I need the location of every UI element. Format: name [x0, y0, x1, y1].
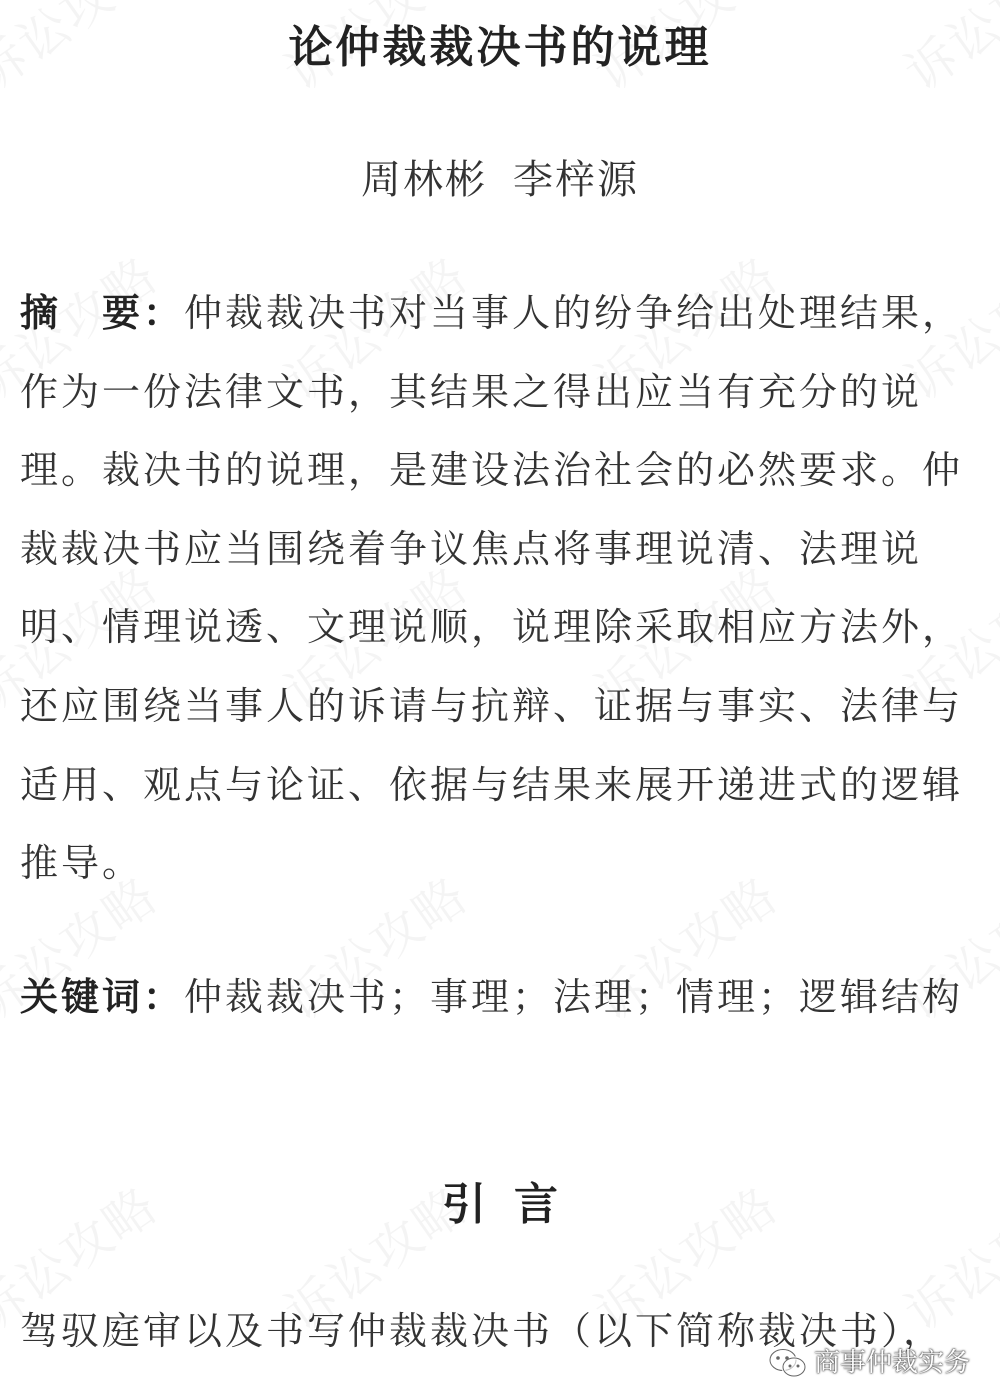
keywords-text: 仲裁裁决书；事理；法理；情理；逻辑结构: [184, 975, 964, 1019]
document-title: 论仲裁裁决书的说理: [288, 22, 712, 73]
source-watermark: [768, 1347, 970, 1379]
wechat-icon: [768, 1347, 808, 1379]
abstract-label: 摘 要：: [20, 291, 185, 335]
authors-line: [0, 150, 1000, 210]
introduction-paragraph: 驾驭庭审以及书写仲裁裁决书（以下简称裁决书），: [20, 1309, 945, 1353]
section-heading-introduction: 引言: [442, 1179, 586, 1230]
keywords-label: 关键词：: [20, 975, 185, 1019]
keywords-paragraph: [20, 958, 995, 1037]
author-name: 周林彬: [361, 157, 487, 203]
author-name: 李梓源: [513, 157, 639, 203]
abstract-paragraph: [20, 274, 995, 903]
abstract-text: 仲裁裁决书对当事人的纷争给出处理结果，作为一份法律文书，其结果之得出应当有充分的说理。裁决书的说理，是建设法治社会的必然要求。仲裁裁决书应当围绕着争议焦点将事理说清、法理说明、情理说透、文理说顺，说理除采取相应方法外，还应围绕当事人的诉请与抗辩、证据与事实、法律与适用、观点与论证、依据与结果来展开递进式的逻辑推导。: [20, 291, 964, 886]
source-account-name: 商事仲裁实务: [813, 1348, 970, 1378]
